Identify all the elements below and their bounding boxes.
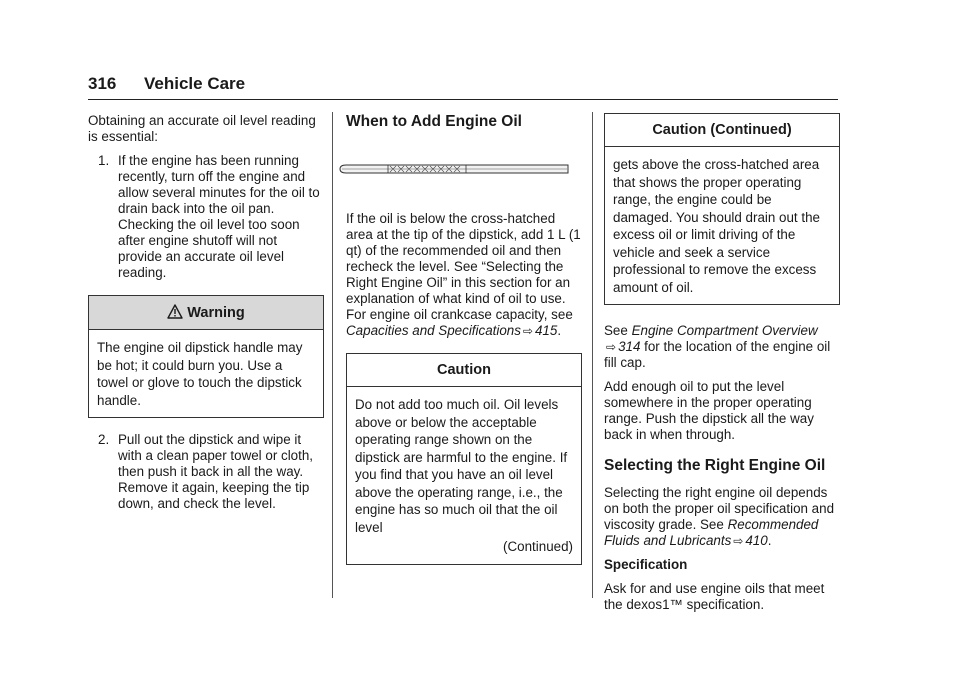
page-header (88, 70, 838, 100)
step-text: If the engine has been running recently, turn off the engine and allow several minutes for the oil to drain back into the oil pan. Checking the oil level too soon after engine shutoff will not provide an accurate oil level reading. (118, 153, 320, 280)
warning-title-bar (89, 296, 323, 330)
fill-cap-text: for the location of the engine oil fill cap. (604, 339, 831, 370)
specification-paragraph: Ask for and use engine oils that meet the dexos1™ specification. (604, 581, 825, 612)
warning-box (88, 295, 324, 418)
continued-label: (Continued) (503, 539, 573, 554)
warning-triangle-icon (167, 304, 183, 319)
engine-compartment-page-ref[interactable]: 314 (618, 339, 641, 354)
heading-selecting-oil: Selecting the Right Engine Oil (604, 457, 826, 474)
page-ref-arrow-icon: ⇨ (606, 340, 617, 354)
column-1 (88, 113, 324, 526)
selecting-oil-text: Selecting the right engine oil depends on both the proper oil specification and viscosity grade. See (604, 485, 835, 532)
caution-title: Caution (437, 362, 491, 378)
caution-text: Do not add too much oil. Oil levels above or below the acceptable operating range shown on the dipstick are harmful to the engine. If you find that you have an oil level above the operating range, i.e., the engine has so much oil that the oil level (355, 397, 568, 535)
step-number: 2. (98, 432, 110, 447)
list-item (88, 432, 324, 512)
page-ref-arrow-icon: ⇨ (733, 534, 744, 548)
column-3 (604, 113, 840, 621)
add-oil-text: If the oil is below the cross-hatched area at the tip of the dipstick, add 1 L (1 qt) of the recommended oil and then recheck the level. See “Selecting the Right Engine Oil” in this section for an explanation of what kind of oil to use. For engine oil crankcase capacity, see (346, 211, 581, 322)
capacities-page-ref[interactable]: 415 (534, 323, 558, 338)
section-title: Vehicle Care (144, 74, 246, 93)
heading-when-to-add-oil: When to Add Engine Oil (346, 113, 522, 130)
caution-continued-box (604, 113, 840, 305)
warning-title: Warning (187, 305, 245, 321)
caution-continued-title: Caution (Continued) (652, 122, 792, 138)
steps-list (88, 153, 324, 281)
add-oil-paragraph: If the oil is below the cross-hatched area at the tip of the dipstick, add 1 L (1 qt) of the recommended oil and then recheck the level. See “Selecting the Right Engine Oil” in this section for an explanation of what kind of oil to use. For engine oil crankcase capacity, see Capacities and Specifications ⇨ 415. (346, 211, 581, 338)
column-divider-1 (332, 112, 333, 598)
column-divider-2 (592, 112, 593, 598)
see-text: See (604, 323, 628, 338)
dipstick-illustration-icon (338, 161, 570, 177)
recommended-fluids-link[interactable]: Recommended Fluids and Lubricants (604, 517, 819, 548)
fill-cap-paragraph (604, 323, 840, 371)
page-ref-arrow-icon: ⇨ (522, 324, 533, 338)
caution-body (347, 386, 581, 564)
list-item (88, 153, 324, 281)
caution-box (346, 353, 582, 565)
subheading-specification: Specification (604, 557, 688, 572)
selecting-oil-paragraph: Selecting the right engine oil depends on both the proper oil specification and viscosity grade. See Recommended Fluids and Lubricants ⇨ 410. (604, 485, 835, 548)
page-number: 316 (88, 74, 117, 93)
caution-continued-body: gets above the cross-hatched area that shows the proper operating range, the engine could be damaged. You should drain out the excess oil or limit driving of the vehicle and seek a service professional to remove the excess amount of oil. (605, 146, 839, 304)
engine-compartment-link[interactable]: Engine Compartment Overview (631, 323, 818, 338)
step-number: 1. (98, 153, 110, 168)
warning-body: The engine oil dipstick handle may be hot; it could burn you. Use a towel or glove to touch the dipstick handle. (97, 340, 303, 408)
steps-list-continued (88, 432, 324, 512)
column-2 (346, 113, 582, 579)
step-text: Pull out the dipstick and wipe it with a clean paper towel or cloth, then push it back in all the way. Remove it again, keeping the tip down, and check the level. (118, 432, 314, 511)
recommended-fluids-page-ref[interactable]: 410 (745, 533, 768, 548)
add-enough-oil-paragraph: Add enough oil to put the level somewhere in the proper operating range. Push the dipstick all the way back in when through. (604, 379, 814, 442)
capacities-link[interactable]: Capacities and Specifications (346, 323, 521, 338)
intro-paragraph: Obtaining an accurate oil level reading is essential: (88, 113, 316, 144)
